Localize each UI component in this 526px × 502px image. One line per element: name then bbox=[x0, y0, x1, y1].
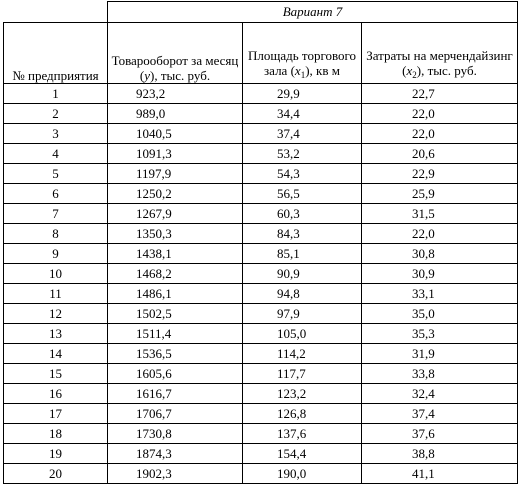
cell-turnover: 1706,7 bbox=[108, 404, 243, 424]
cell-merchandising-cost: 22,9 bbox=[362, 164, 518, 184]
header-merch-sub: 2 bbox=[412, 70, 417, 80]
table-row bbox=[4, 104, 518, 124]
header-enterprise-number-label: № предприятия bbox=[12, 68, 99, 83]
cell-floor-area: 105,0 bbox=[243, 324, 362, 344]
header-merch-var: x bbox=[406, 63, 413, 78]
cell-turnover: 1874,3 bbox=[108, 444, 243, 464]
table-body bbox=[4, 84, 518, 484]
cell-merchandising-cost: 22,0 bbox=[362, 124, 518, 144]
cell-turnover: 1511,4 bbox=[108, 324, 243, 344]
cell-merchandising-cost: 31,9 bbox=[362, 344, 518, 364]
cell-floor-area: 60,3 bbox=[243, 204, 362, 224]
header-turnover-var: y bbox=[144, 68, 151, 83]
cell-merchandising-cost: 33,1 bbox=[362, 284, 518, 304]
cell-turnover: 1250,2 bbox=[108, 184, 243, 204]
cell-turnover: 989,0 bbox=[108, 104, 243, 124]
cell-turnover: 1468,2 bbox=[108, 264, 243, 284]
cell-merchandising-cost: 33,8 bbox=[362, 364, 518, 384]
cell-merchandising-cost: 35,3 bbox=[362, 324, 518, 344]
cell-floor-area: 126,8 bbox=[243, 404, 362, 424]
cell-floor-area: 154,4 bbox=[243, 444, 362, 464]
header-floor-area bbox=[243, 23, 362, 84]
header-turnover bbox=[108, 23, 243, 84]
table-row bbox=[4, 384, 518, 404]
table-row bbox=[4, 284, 518, 304]
cell-merchandising-cost: 35,0 bbox=[362, 304, 518, 324]
table-row bbox=[4, 84, 518, 104]
cell-floor-area: 190,0 bbox=[243, 464, 362, 484]
table-row bbox=[4, 124, 518, 144]
cell-floor-area: 123,2 bbox=[243, 384, 362, 404]
cell-enterprise-number: 20 bbox=[4, 464, 108, 484]
table-row bbox=[4, 224, 518, 244]
header-turnover-unit: ), тыс. руб. bbox=[150, 68, 211, 83]
cell-floor-area: 56,5 bbox=[243, 184, 362, 204]
header-merch-label: Затраты на мерчендайзинг ( bbox=[366, 48, 513, 78]
cell-turnover: 1438,1 bbox=[108, 244, 243, 264]
table-row bbox=[4, 424, 518, 444]
cell-enterprise-number: 18 bbox=[4, 424, 108, 444]
cell-enterprise-number: 7 bbox=[4, 204, 108, 224]
cell-enterprise-number: 2 bbox=[4, 104, 108, 124]
cell-turnover: 1486,1 bbox=[108, 284, 243, 304]
cell-enterprise-number: 10 bbox=[4, 264, 108, 284]
cell-floor-area: 37,4 bbox=[243, 124, 362, 144]
cell-turnover: 1616,7 bbox=[108, 384, 243, 404]
cell-floor-area: 94,8 bbox=[243, 284, 362, 304]
table-row bbox=[4, 164, 518, 184]
cell-enterprise-number: 6 bbox=[4, 184, 108, 204]
cell-merchandising-cost: 37,6 bbox=[362, 424, 518, 444]
cell-floor-area: 84,3 bbox=[243, 224, 362, 244]
table-row bbox=[4, 264, 518, 284]
cell-enterprise-number: 3 bbox=[4, 124, 108, 144]
blank-corner-cell bbox=[4, 2, 108, 23]
table-row bbox=[4, 364, 518, 384]
cell-floor-area: 97,9 bbox=[243, 304, 362, 324]
cell-enterprise-number: 4 bbox=[4, 144, 108, 164]
header-row bbox=[4, 23, 518, 84]
cell-enterprise-number: 19 bbox=[4, 444, 108, 464]
variant-row bbox=[4, 2, 518, 23]
cell-floor-area: 34,4 bbox=[243, 104, 362, 124]
cell-merchandising-cost: 25,9 bbox=[362, 184, 518, 204]
header-enterprise-number bbox=[4, 23, 108, 84]
table-row bbox=[4, 404, 518, 424]
cell-floor-area: 117,7 bbox=[243, 364, 362, 384]
header-merch-unit: ), тыс. руб. bbox=[416, 63, 477, 78]
cell-merchandising-cost: 32,4 bbox=[362, 384, 518, 404]
header-floor-area-label: Площадь торгового зала ( bbox=[247, 48, 357, 78]
table-row bbox=[4, 344, 518, 364]
cell-merchandising-cost: 38,8 bbox=[362, 444, 518, 464]
cell-enterprise-number: 13 bbox=[4, 324, 108, 344]
cell-merchandising-cost: 20,6 bbox=[362, 144, 518, 164]
table-row bbox=[4, 144, 518, 164]
cell-floor-area: 137,6 bbox=[243, 424, 362, 444]
cell-enterprise-number: 17 bbox=[4, 404, 108, 424]
table-row bbox=[4, 204, 518, 224]
cell-enterprise-number: 12 bbox=[4, 304, 108, 324]
cell-floor-area: 85,1 bbox=[243, 244, 362, 264]
cell-merchandising-cost: 41,1 bbox=[362, 464, 518, 484]
cell-merchandising-cost: 22,0 bbox=[362, 104, 518, 124]
header-floor-area-sub: 1 bbox=[300, 70, 306, 80]
table-row bbox=[4, 324, 518, 344]
cell-turnover: 923,2 bbox=[108, 84, 243, 104]
cell-turnover: 1902,3 bbox=[108, 464, 243, 484]
cell-merchandising-cost: 37,4 bbox=[362, 404, 518, 424]
table-row bbox=[4, 184, 518, 204]
cell-enterprise-number: 8 bbox=[4, 224, 108, 244]
cell-turnover: 1197,9 bbox=[108, 164, 243, 184]
cell-enterprise-number: 11 bbox=[4, 284, 108, 304]
cell-floor-area: 54,3 bbox=[243, 164, 362, 184]
cell-merchandising-cost: 30,8 bbox=[362, 244, 518, 264]
cell-merchandising-cost: 30,9 bbox=[362, 264, 518, 284]
cell-turnover: 1502,5 bbox=[108, 304, 243, 324]
variant-title: Вариант 7 bbox=[108, 2, 518, 23]
cell-enterprise-number: 1 bbox=[4, 84, 108, 104]
cell-enterprise-number: 5 bbox=[4, 164, 108, 184]
header-turnover-label: Товарооборот за месяц ( bbox=[111, 53, 239, 83]
cell-enterprise-number: 14 bbox=[4, 344, 108, 364]
cell-turnover: 1040,5 bbox=[108, 124, 243, 144]
cell-turnover: 1350,3 bbox=[108, 224, 243, 244]
cell-turnover: 1091,3 bbox=[108, 144, 243, 164]
cell-enterprise-number: 9 bbox=[4, 244, 108, 264]
table-row bbox=[4, 444, 518, 464]
cell-merchandising-cost: 22,7 bbox=[362, 84, 518, 104]
data-table bbox=[3, 1, 518, 484]
table-row bbox=[4, 244, 518, 264]
cell-turnover: 1267,9 bbox=[108, 204, 243, 224]
cell-floor-area: 29,9 bbox=[243, 84, 362, 104]
cell-enterprise-number: 16 bbox=[4, 384, 108, 404]
table-row bbox=[4, 304, 518, 324]
cell-turnover: 1536,5 bbox=[108, 344, 243, 364]
header-floor-area-unit: ), кв м bbox=[305, 63, 340, 78]
cell-floor-area: 90,9 bbox=[243, 264, 362, 284]
header-floor-area-var: x bbox=[294, 63, 301, 78]
cell-merchandising-cost: 31,5 bbox=[362, 204, 518, 224]
cell-turnover: 1605,6 bbox=[108, 364, 243, 384]
table-row bbox=[4, 464, 518, 484]
cell-turnover: 1730,8 bbox=[108, 424, 243, 444]
header-merchandising-cost bbox=[362, 23, 518, 84]
cell-floor-area: 114,2 bbox=[243, 344, 362, 364]
cell-floor-area: 53,2 bbox=[243, 144, 362, 164]
cell-enterprise-number: 15 bbox=[4, 364, 108, 384]
cell-merchandising-cost: 22,0 bbox=[362, 224, 518, 244]
